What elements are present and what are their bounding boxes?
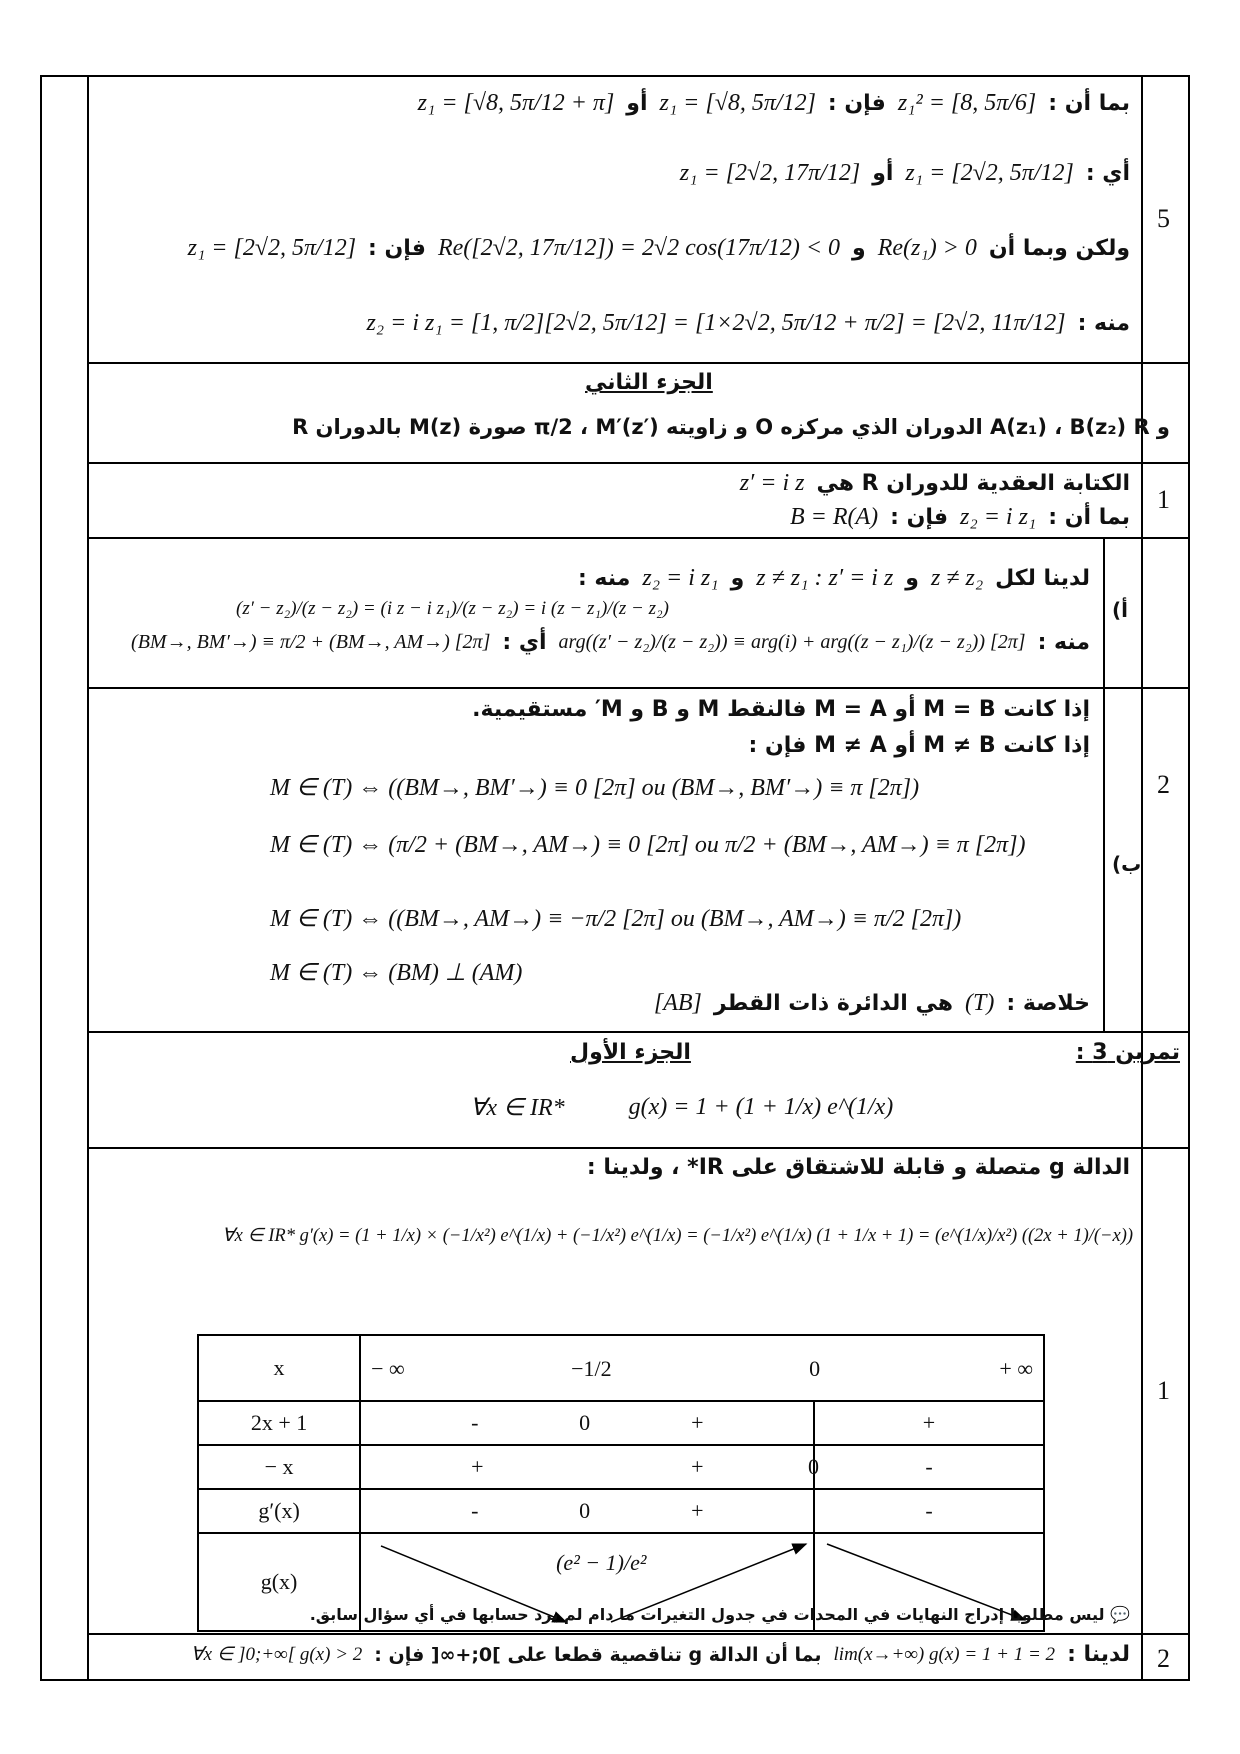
p2q2b-line2 — [749, 733, 1091, 758]
ex3-definition — [470, 1093, 893, 1122]
exercise-title: تمرين 3 : — [1075, 1040, 1180, 1065]
label: و — [905, 566, 919, 591]
label: بما أن : — [1048, 505, 1130, 530]
math: z₂ = i z₁ — [960, 504, 1037, 530]
sign-cell — [814, 1489, 1044, 1533]
label: خلاصة : — [1006, 991, 1090, 1016]
math: z′ = i z — [739, 470, 805, 496]
sign: + — [691, 1498, 704, 1523]
q5-line3 — [188, 235, 1130, 262]
math: z₁² = [8, 5π/6] — [897, 90, 1037, 116]
p2q1-line1 — [740, 470, 1130, 497]
label: و — [852, 236, 866, 261]
min-value: (e² − 1)/e² — [556, 1550, 647, 1575]
label: ولكن وبما أن — [988, 236, 1130, 261]
equivalence-4: M ∈ (T) ⇔ (BM) ⊥ (AM) — [270, 960, 523, 986]
separator — [87, 1147, 1188, 1149]
equivalence-3: M ∈ (T) ⇔ ((BM→, AM→) ≡ −π/2 [2π] ou (BM→, AM→) ≡ π/2 [2π]) — [270, 906, 962, 932]
frame-bottom — [40, 1679, 1190, 1681]
math: z₁ = [√8, 5π/12] — [659, 90, 816, 116]
text: هي الدائرة ذات القطر — [713, 991, 954, 1016]
label: أي : — [1085, 161, 1130, 186]
label: فإن : — [827, 91, 886, 116]
label: منه : — [1077, 311, 1130, 336]
x-values-cell — [360, 1335, 1044, 1401]
derivative-formula: ∀x ∈ IR* g′(x) = (1 + 1/x) × (−1/x²) e^(1/x) + (−1/x²) e^(1/x) = (−1/x²) e^(1/x) (1 + 1/x + 1) = (e^(1/x)/x²) ((2x + 1)/(−x)) — [222, 1226, 1134, 1246]
sign: - — [471, 1498, 479, 1523]
label: أو — [626, 91, 648, 116]
sign: 0 — [579, 1410, 591, 1435]
label: لدينا : — [1067, 1642, 1130, 1667]
subcolumn-divider — [1103, 537, 1105, 1031]
row-label: x — [198, 1335, 360, 1401]
math: g(x) = 1 + (1 + 1/x) e^(1/x) — [628, 1094, 894, 1120]
x-zero: 0 — [809, 1356, 821, 1381]
math: (BM→, BM′→) ≡ π/2 + (BM→, AM→) [2π] — [131, 631, 491, 653]
math: Re([2√2, 17π/12]) = 2√2 cos(17π/12) < 0 — [437, 235, 841, 261]
note — [310, 1605, 1130, 1624]
note-text: ليس مطلوبا إدراج النهايات في المحدات في جدول التغيرات ما دام لم يرد حسابها في أي سؤال سابق. — [309, 1605, 1105, 1624]
label: أي : — [502, 630, 547, 655]
text: إذا كانت M ≠ B أو M ≠ A فإن : — [748, 733, 1090, 758]
separator — [87, 687, 1188, 689]
question-number: 1 — [1157, 485, 1170, 514]
math: arg((z′ − z₂)/(z − z₂)) ≡ arg(i) + arg((z − z₁)/(z − z₂)) [2π] — [558, 631, 1026, 653]
label: فإن : — [890, 505, 949, 530]
sign-cell — [360, 1489, 814, 1533]
frame-left-outer — [40, 75, 42, 1680]
frame-right-inner — [1141, 75, 1143, 1680]
math: ∀x ∈ IR* — [470, 1095, 565, 1121]
text: الكتابة العقدية للدوران R هي — [816, 471, 1130, 496]
math: z ≠ z₂ — [930, 565, 984, 591]
p2q2a-line2 — [131, 630, 1090, 655]
label: أو — [872, 161, 894, 186]
sign-cell — [360, 1445, 819, 1489]
row-label: 2x + 1 — [198, 1401, 360, 1445]
frame-left-inner — [87, 75, 89, 1680]
separator — [87, 537, 1188, 539]
sign: + — [471, 1454, 484, 1479]
sub-label-b: ب) — [1112, 852, 1142, 876]
row-label: − x — [198, 1445, 360, 1489]
sign: 0 — [579, 1498, 591, 1523]
text: إذا كانت M = B أو M = A فالنقط M و B و M′ مستقيمية. — [472, 697, 1090, 722]
frame-right-outer — [1188, 75, 1190, 1680]
equivalence-1: M ∈ (T) ⇔ ((BM→, BM′→) ≡ 0 [2π] ou (BM→, BM′→) ≡ π [2π]) — [270, 775, 920, 801]
text: الدالة g متصلة و قابلة للاشتقاق على IR* ، ولدينا : — [586, 1155, 1130, 1180]
part2-heading: الجزء الثاني — [585, 370, 713, 395]
p2q2b-line1 — [472, 697, 1090, 722]
x-minus-half: −1/2 — [571, 1356, 612, 1381]
p2q2b-conclusion — [654, 990, 1090, 1017]
math: Re(z₁) > 0 — [877, 235, 977, 261]
label: منه : — [577, 566, 631, 591]
label: فإن : — [368, 236, 426, 261]
sign: - — [471, 1410, 479, 1435]
sign: + — [691, 1410, 704, 1435]
math: z ≠ z₁ : z′ = i z — [756, 565, 894, 591]
math: [AB] — [653, 990, 702, 1016]
math: z₂ = i z₁ — [642, 565, 719, 591]
part1-heading: الجزء الأول — [570, 1040, 691, 1065]
ex3q1-line1 — [587, 1155, 1130, 1180]
question-number: 5 — [1157, 204, 1170, 233]
p2q2a-fraction-eq-visible: (z′ − z₂)/(z − z₂) = (i z − i z₁)/(z − z₂) = i (z − z₁)/(z − z₂) — [236, 598, 669, 619]
sign-cell — [814, 1401, 1044, 1445]
math: z₁ = [2√2, 17π/12] — [679, 160, 861, 186]
equivalence-2: M ∈ (T) ⇔ (π/2 + (BM→, AM→) ≡ 0 [2π] ou π/2 + (BM→, AM→) ≡ π [2π]) — [270, 832, 1026, 858]
question-number: 2 — [1157, 1644, 1170, 1673]
text: لدينا لكل — [995, 566, 1090, 591]
p2q2a-line1 — [578, 565, 1090, 592]
sign: + — [691, 1454, 704, 1479]
sub-label-a: أ) — [1112, 598, 1128, 622]
ex3q2-line — [191, 1642, 1130, 1667]
x-plus-inf: + ∞ — [999, 1356, 1033, 1381]
math: z₁ = [2√2, 5π/12] — [905, 160, 1074, 186]
x-minus-inf: − ∞ — [371, 1356, 405, 1381]
sign-cell — [814, 1445, 1044, 1489]
q5-line1 — [418, 90, 1130, 117]
sign: - — [925, 1454, 933, 1479]
label: بما أن : — [1048, 91, 1130, 116]
math: ∀x ∈ ]0;+∞[ g(x) > 2 — [190, 1644, 363, 1665]
part2-intro — [292, 415, 1170, 439]
speech-bubble-icon: 💬 — [1110, 1605, 1130, 1624]
frame-top — [40, 75, 1190, 77]
sign: 0 — [808, 1454, 819, 1479]
separator — [87, 362, 1188, 364]
row-label: g′(x) — [198, 1489, 360, 1533]
separator — [87, 462, 1188, 464]
q5-line4 — [366, 310, 1130, 337]
row-label: g(x) — [198, 1533, 360, 1631]
separator — [87, 1031, 1188, 1033]
sign-cell — [360, 1401, 814, 1445]
math: z₁ = [2√2, 5π/12] — [187, 235, 357, 261]
sign: + — [922, 1410, 936, 1435]
question-number: 2 — [1157, 770, 1170, 799]
math: z₁ = [√8, 5π/12 + π] — [417, 90, 615, 116]
intro-text: و A(z₁) ، B(z₂) R الدوران الذي مركزه O و زاويته π/2 ، M′(z′) صورة M(z) بالدوران R — [292, 415, 1170, 439]
separator — [87, 1633, 1188, 1635]
math: lim(x→+∞) g(x) = 1 + 1 = 2 — [833, 1643, 1056, 1665]
q5-line2 — [680, 160, 1130, 187]
label: منه : — [1037, 630, 1090, 655]
variation-table — [197, 1334, 1045, 1632]
math: z₂ = i z₁ = [1, π/2][2√2, 5π/12] = [1×2√2, 5π/12 + π/2] = [2√2, 11π/12] — [366, 310, 1066, 336]
question-number: 1 — [1157, 1376, 1170, 1405]
label: و — [730, 566, 745, 591]
math: (T) — [965, 990, 995, 1016]
sign: - — [925, 1498, 933, 1523]
math: B = R(A) — [789, 504, 879, 530]
text: بما أن الدالة g تناقصية قطعا على ]0;+∞[ فإن : — [374, 1643, 822, 1666]
p2q1-line2 — [790, 504, 1130, 531]
